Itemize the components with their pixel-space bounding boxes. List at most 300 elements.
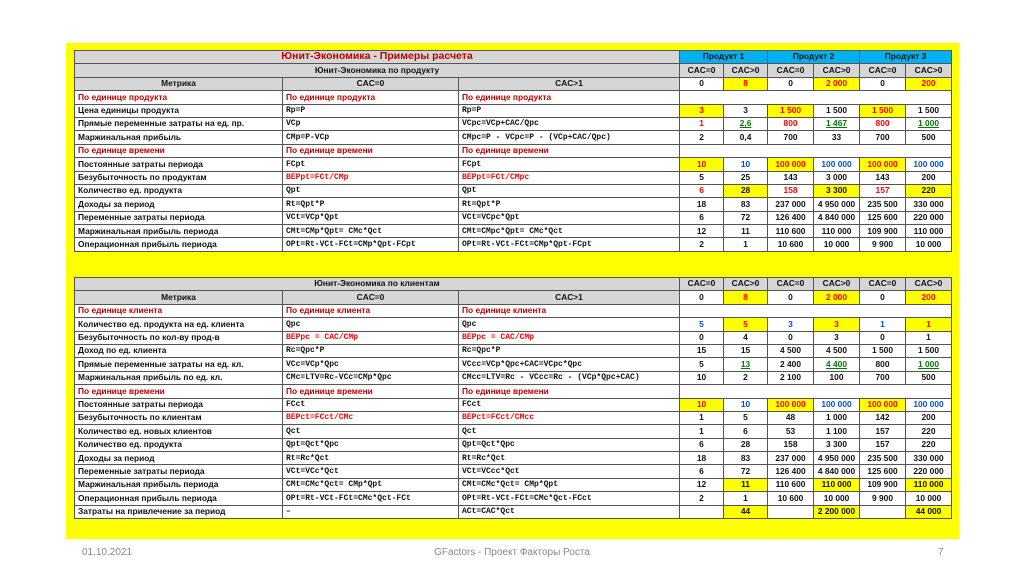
cac-header: CAC=0	[768, 64, 814, 77]
metric-header-row	[75, 77, 952, 90]
cac-header: CAC>0	[724, 64, 768, 77]
value-cell: 158	[768, 184, 814, 197]
metric-label: Затраты на привлечение за период	[75, 505, 283, 518]
table-row	[75, 238, 952, 251]
table-subtitle: Юнит-Экономика по продукту	[75, 64, 680, 77]
table-subtitle: Юнит-Экономика по клиентам	[75, 278, 680, 291]
metric-label: Количество ед. продукта на ед. клиента	[75, 318, 283, 331]
value-cell: 72	[724, 465, 768, 478]
value-cell: 235 500	[860, 452, 906, 465]
value-cell: 6	[724, 425, 768, 438]
value-cell: 126 400	[768, 465, 814, 478]
cac-header: CAC>0	[814, 64, 860, 77]
value-cell: 4 500	[768, 344, 814, 357]
formula-cac1: OPt=Rt-VCt-FCt=CMc*Qct-FCct	[459, 492, 680, 505]
value-cell: 53	[768, 425, 814, 438]
value-cell: 2 200 000	[814, 505, 860, 518]
cac-value: 0	[680, 291, 724, 304]
value-cell: 1	[680, 117, 724, 130]
formula-cac0: BEPpc = CAC/CMp	[283, 331, 459, 344]
value-cell: 500	[906, 131, 952, 144]
cac-value: 2 000	[814, 291, 860, 304]
value-cell: 100	[814, 371, 860, 384]
value-cell: 2 400	[768, 358, 814, 371]
cac1-header: CAC>1	[459, 291, 680, 304]
value-cell: 3 300	[814, 184, 860, 197]
value-cell: 5	[680, 358, 724, 371]
value-cell: 3	[768, 318, 814, 331]
table-row	[75, 492, 952, 505]
formula-cac0: Rc=Qpc*P	[283, 344, 459, 357]
table-row	[75, 452, 952, 465]
metric-label: Количество ед. продукта	[75, 438, 283, 451]
section-row	[75, 385, 952, 398]
table-title: Юнит-Экономика - Примеры расчета	[75, 51, 680, 64]
value-cell: 157	[860, 438, 906, 451]
metric-label: Количество ед. новых клиентов	[75, 425, 283, 438]
cac-value: 8	[724, 291, 768, 304]
value-cell: 10	[724, 398, 768, 411]
value-cell: 3	[724, 104, 768, 117]
formula-cac0: Qpt=Qct*Qpc	[283, 438, 459, 451]
formula-cac1: CMpc=P - VCpc=P - (VCp+CAC/Qpc)	[459, 131, 680, 144]
formula-cac0: FCpt	[283, 158, 459, 171]
value-cell: 100 000	[860, 398, 906, 411]
section-filler	[680, 91, 952, 104]
formula-cac1: VCpc=VCp+CAC/Qpc	[459, 117, 680, 130]
value-cell: 6	[680, 438, 724, 451]
value-cell: 4 400	[814, 358, 860, 371]
metric-label: Безубыточность по кол-ву прод-в	[75, 331, 283, 344]
metric-label: Маржинальная прибыль периода	[75, 478, 283, 491]
value-cell: 2	[680, 492, 724, 505]
value-cell: 3	[814, 331, 860, 344]
metric-label: Безубыточность по клиентам	[75, 411, 283, 424]
metric-label: Постоянные затраты периода	[75, 158, 283, 171]
value-cell: 11	[724, 225, 768, 238]
formula-cac0: OPt=Rt-VCt-FCt=CMp*Qpt-FCpt	[283, 238, 459, 251]
value-cell: 6	[680, 184, 724, 197]
value-cell: 110 000	[814, 478, 860, 491]
value-cell	[860, 505, 906, 518]
value-cell: 110 600	[768, 478, 814, 491]
value-cell: 13	[724, 358, 768, 371]
formula-cac0: VCt=VCp*Qpt	[283, 211, 459, 224]
value-cell: 2	[724, 371, 768, 384]
table-row	[75, 478, 952, 491]
value-cell: 10	[724, 158, 768, 171]
formula-cac1: BEPpc = CAC/CMp	[459, 331, 680, 344]
formula-cac1: Qpt=Qct*Qpc	[459, 438, 680, 451]
value-cell: 1 000	[814, 411, 860, 424]
value-cell: 235 500	[860, 198, 906, 211]
formula-cac1: CMcc=LTV=Rc - VCcc=Rc - (VCp*Qpc+CAC)	[459, 371, 680, 384]
product-3-header: Продукт 3	[860, 51, 952, 64]
value-cell: 2	[680, 238, 724, 251]
value-cell: 15	[724, 344, 768, 357]
unit-economics-client-table	[74, 277, 952, 519]
section-row	[75, 144, 952, 157]
table-row	[75, 131, 952, 144]
cac-value: 0	[860, 77, 906, 90]
value-cell: 1	[724, 238, 768, 251]
table-row	[75, 198, 952, 211]
section-filler	[680, 144, 952, 157]
value-cell: 10 600	[768, 492, 814, 505]
value-cell: 110 000	[906, 225, 952, 238]
cac-header: CAC=0	[680, 64, 724, 77]
value-cell: 6	[680, 211, 724, 224]
value-cell: 2 100	[768, 371, 814, 384]
section-label: По единице времени	[459, 385, 680, 398]
subtitle-row	[75, 278, 952, 291]
cac-header: CAC>0	[906, 64, 952, 77]
value-cell: 2,6	[724, 117, 768, 130]
footer-date: 01.10.2021	[82, 547, 133, 558]
metric-label: Цена единицы продукта	[75, 104, 283, 117]
value-cell: 143	[860, 171, 906, 184]
table-row	[75, 465, 952, 478]
metric-label: Переменные затраты периода	[75, 211, 283, 224]
value-cell: 15	[680, 344, 724, 357]
cac-value: 0	[768, 77, 814, 90]
table-row	[75, 211, 952, 224]
formula-cac0: VCp	[283, 117, 459, 130]
value-cell: 48	[768, 411, 814, 424]
metric-label: Переменные затраты периода	[75, 465, 283, 478]
section-filler	[680, 385, 952, 398]
cac-header: CAC>0	[724, 278, 768, 291]
value-cell: 1 500	[906, 344, 952, 357]
value-cell: 28	[724, 438, 768, 451]
cac-value: 0	[768, 291, 814, 304]
formula-cac0: FCct	[283, 398, 459, 411]
value-cell: 800	[860, 358, 906, 371]
metric-label: Постоянные затраты периода	[75, 398, 283, 411]
value-cell: 2	[680, 131, 724, 144]
value-cell: 6	[680, 465, 724, 478]
value-cell	[768, 505, 814, 518]
section-label: По единице времени	[283, 144, 459, 157]
table-row	[75, 104, 952, 117]
formula-cac1: ACt=CAC*Qct	[459, 505, 680, 518]
value-cell: 220	[906, 184, 952, 197]
value-cell: 700	[860, 131, 906, 144]
value-cell: 28	[724, 184, 768, 197]
value-cell: 237 000	[768, 452, 814, 465]
table-row	[75, 398, 952, 411]
value-cell: 220 000	[906, 211, 952, 224]
table-row	[75, 371, 952, 384]
formula-cac1: FCct	[459, 398, 680, 411]
metric-header: Метрика	[75, 77, 283, 90]
value-cell: 33	[814, 131, 860, 144]
value-cell: 44 000	[906, 505, 952, 518]
value-cell: 157	[860, 184, 906, 197]
table-row	[75, 411, 952, 424]
cac0-header: CAC=0	[283, 77, 459, 90]
formula-cac0: CMp=P-VCp	[283, 131, 459, 144]
value-cell: 4 840 000	[814, 211, 860, 224]
value-cell: 18	[680, 452, 724, 465]
value-cell: 100 000	[906, 158, 952, 171]
cac-header: CAC=0	[768, 278, 814, 291]
metric-label: Доходы за период	[75, 198, 283, 211]
formula-cac0: BEPct=FCct/CMc	[283, 411, 459, 424]
value-cell: 0	[860, 331, 906, 344]
cac-value: 200	[906, 291, 952, 304]
cac-header: CAC>0	[814, 278, 860, 291]
value-cell: 700	[768, 131, 814, 144]
value-cell: 9 900	[860, 238, 906, 251]
unit-economics-product-table	[74, 50, 952, 252]
value-cell: 237 000	[768, 198, 814, 211]
value-cell: 100 000	[768, 398, 814, 411]
value-cell: 800	[768, 117, 814, 130]
value-cell: 1	[680, 411, 724, 424]
section-label: По единице времени	[459, 144, 680, 157]
cac-value: 200	[906, 77, 952, 90]
value-cell: 110 600	[768, 225, 814, 238]
section-label: По единице клиента	[459, 304, 680, 317]
formula-cac1: OPt=Rt-VCt-FCt=CMp*Qpt-FCpt	[459, 238, 680, 251]
formula-cac0: Rt=Qpt*P	[283, 198, 459, 211]
formula-cac0: Qct	[283, 425, 459, 438]
cac1-header: CAC>1	[459, 77, 680, 90]
formula-cac1: FCpt	[459, 158, 680, 171]
value-cell: 100 000	[906, 398, 952, 411]
section-label: По единице времени	[75, 144, 283, 157]
section-row	[75, 304, 952, 317]
formula-cac0: Rp=P	[283, 104, 459, 117]
table-row	[75, 438, 952, 451]
formula-cac0: OPt=Rt-VCt-FCt=CMc*Qct-FCt	[283, 492, 459, 505]
section-label: По единице клиента	[75, 304, 283, 317]
cac-header: CAC=0	[680, 278, 724, 291]
value-cell: 12	[680, 225, 724, 238]
value-cell: 0,4	[724, 131, 768, 144]
value-cell: 18	[680, 198, 724, 211]
formula-cac1: BEPct=FCct/CMcc	[459, 411, 680, 424]
table-row	[75, 505, 952, 518]
value-cell: 100 000	[814, 398, 860, 411]
value-cell: 72	[724, 211, 768, 224]
table-row	[75, 117, 952, 130]
metric-label: Доходы за период	[75, 452, 283, 465]
value-cell: 10 000	[814, 492, 860, 505]
formula-cac1: Qpt	[459, 184, 680, 197]
value-cell: 1 500	[860, 104, 906, 117]
value-cell: 110 000	[814, 225, 860, 238]
formula-cac1: CMt=CMpc*Qpt= CMc*Qct	[459, 225, 680, 238]
value-cell: 3 300	[814, 438, 860, 451]
footer-page-number: 7	[938, 547, 944, 558]
value-cell: 800	[860, 117, 906, 130]
formula-cac1: Rt=Qpt*P	[459, 198, 680, 211]
formula-cac1: VCt=VCpc*Qpt	[459, 211, 680, 224]
value-cell: 5	[680, 318, 724, 331]
value-cell: 100 000	[768, 158, 814, 171]
value-cell: 500	[906, 371, 952, 384]
value-cell: 3	[680, 104, 724, 117]
spreadsheet-frame	[66, 43, 959, 539]
formula-cac0: Qpc	[283, 318, 459, 331]
value-cell: 1 500	[814, 104, 860, 117]
value-cell: 12	[680, 478, 724, 491]
value-cell: 44	[724, 505, 768, 518]
value-cell: 1 500	[860, 344, 906, 357]
formula-cac1: Qpc	[459, 318, 680, 331]
table-row	[75, 225, 952, 238]
value-cell: 5	[724, 318, 768, 331]
value-cell: 4 500	[814, 344, 860, 357]
formula-cac0: CMc=LTV=Rc-VCc=CMp*Qpc	[283, 371, 459, 384]
cac-value: 0	[680, 77, 724, 90]
value-cell: 0	[680, 331, 724, 344]
value-cell: 109 900	[860, 478, 906, 491]
value-cell: 143	[768, 171, 814, 184]
formula-cac0: CMt=CMp*Qpt= CMc*Qct	[283, 225, 459, 238]
value-cell: 158	[768, 438, 814, 451]
metric-label: Маржинальная прибыль	[75, 131, 283, 144]
value-cell: 1 100	[814, 425, 860, 438]
value-cell: 1	[860, 318, 906, 331]
formula-cac0: –	[283, 505, 459, 518]
metric-label: Операционная прибыль периода	[75, 238, 283, 251]
table-row	[75, 344, 952, 357]
value-cell: 5	[724, 411, 768, 424]
value-cell: 1 500	[906, 104, 952, 117]
value-cell: 100 000	[814, 158, 860, 171]
table-row	[75, 184, 952, 197]
metric-label: Прямые переменные затраты на ед. кл.	[75, 358, 283, 371]
value-cell: 9 900	[860, 492, 906, 505]
value-cell	[680, 505, 724, 518]
table-row	[75, 331, 952, 344]
section-label: По единице времени	[75, 385, 283, 398]
metric-label: Количество ед. продукта	[75, 184, 283, 197]
metric-label: Безубыточность по продуктам	[75, 171, 283, 184]
value-cell: 700	[860, 371, 906, 384]
value-cell: 3 000	[814, 171, 860, 184]
formula-cac0: CMt=CMc*Qct= CMp*Qpt	[283, 478, 459, 491]
value-cell: 10	[680, 158, 724, 171]
table-row	[75, 358, 952, 371]
value-cell: 10 600	[768, 238, 814, 251]
value-cell: 200	[906, 171, 952, 184]
value-cell: 4	[724, 331, 768, 344]
value-cell: 3	[814, 318, 860, 331]
metric-label: Операционная прибыль периода	[75, 492, 283, 505]
table-row	[75, 171, 952, 184]
metric-label: Маржинальная прибыль по ед. кл.	[75, 371, 283, 384]
formula-cac0: BEPpt=FCt/CMp	[283, 171, 459, 184]
formula-cac1: CMt=CMc*Qct= CMp*Qpt	[459, 478, 680, 491]
value-cell: 11	[724, 478, 768, 491]
value-cell: 157	[860, 425, 906, 438]
section-label: По единице продукта	[459, 91, 680, 104]
value-cell: 10	[680, 398, 724, 411]
value-cell: 83	[724, 452, 768, 465]
formula-cac1: Rp=P	[459, 104, 680, 117]
formula-cac1: VCcc=VCp*Qpc+CAC=VCpc*Qpc	[459, 358, 680, 371]
table-row	[75, 318, 952, 331]
formula-cac0: Rt=Rc*Qct	[283, 452, 459, 465]
cac0-header: CAC=0	[283, 291, 459, 304]
value-cell: 1 000	[906, 117, 952, 130]
value-cell: 126 400	[768, 211, 814, 224]
value-cell: 1	[680, 425, 724, 438]
value-cell: 1	[906, 318, 952, 331]
metric-label: Маржинальная прибыль периода	[75, 225, 283, 238]
value-cell: 220	[906, 425, 952, 438]
table-row	[75, 425, 952, 438]
value-cell: 83	[724, 198, 768, 211]
value-cell: 10 000	[814, 238, 860, 251]
section-label: По единице продукта	[75, 91, 283, 104]
formula-cac0: VCc=VCp*Qpc	[283, 358, 459, 371]
value-cell: 100 000	[860, 158, 906, 171]
value-cell: 110 000	[906, 478, 952, 491]
product-2-header: Продукт 2	[768, 51, 860, 64]
value-cell: 4 950 000	[814, 452, 860, 465]
formula-cac1: BEPpt=FCt/CMpc	[459, 171, 680, 184]
cac-header: CAC>0	[906, 278, 952, 291]
metric-label: Доход по ед. клиента	[75, 344, 283, 357]
section-filler	[680, 304, 952, 317]
value-cell: 125 600	[860, 211, 906, 224]
value-cell: 200	[906, 411, 952, 424]
section-label: По единице времени	[283, 385, 459, 398]
section-label: По единице клиента	[283, 304, 459, 317]
table-row	[75, 158, 952, 171]
value-cell: 0	[768, 331, 814, 344]
value-cell: 1 467	[814, 117, 860, 130]
value-cell: 5	[680, 171, 724, 184]
value-cell: 1 500	[768, 104, 814, 117]
cac-header: CAC=0	[860, 278, 906, 291]
value-cell: 4 950 000	[814, 198, 860, 211]
section-row	[75, 91, 952, 104]
metric-header-row	[75, 291, 952, 304]
value-cell: 330 000	[906, 198, 952, 211]
value-cell: 4 840 000	[814, 465, 860, 478]
formula-cac1: VCt=VCcc*Qct	[459, 465, 680, 478]
formula-cac1: Qct	[459, 425, 680, 438]
cac-value: 0	[860, 291, 906, 304]
subtitle-row	[75, 64, 952, 77]
section-label: По единице продукта	[283, 91, 459, 104]
cac-header: CAC=0	[860, 64, 906, 77]
value-cell: 10 000	[906, 492, 952, 505]
value-cell: 109 900	[860, 225, 906, 238]
formula-cac0: Qpt	[283, 184, 459, 197]
metric-header: Метрика	[75, 291, 283, 304]
formula-cac0: VCt=VCc*Qct	[283, 465, 459, 478]
value-cell: 220	[906, 438, 952, 451]
value-cell: 1	[724, 492, 768, 505]
value-cell: 142	[860, 411, 906, 424]
value-cell: 25	[724, 171, 768, 184]
metric-label: Прямые переменные затраты на ед. пр.	[75, 117, 283, 130]
table-title-row	[75, 51, 952, 64]
cac-value: 2 000	[814, 77, 860, 90]
footer-title: GFactors - Проект Факторы Роста	[434, 547, 590, 558]
value-cell: 1	[906, 331, 952, 344]
cac-value: 8	[724, 77, 768, 90]
value-cell: 1 000	[906, 358, 952, 371]
formula-cac1: Rc=Qpc*P	[459, 344, 680, 357]
